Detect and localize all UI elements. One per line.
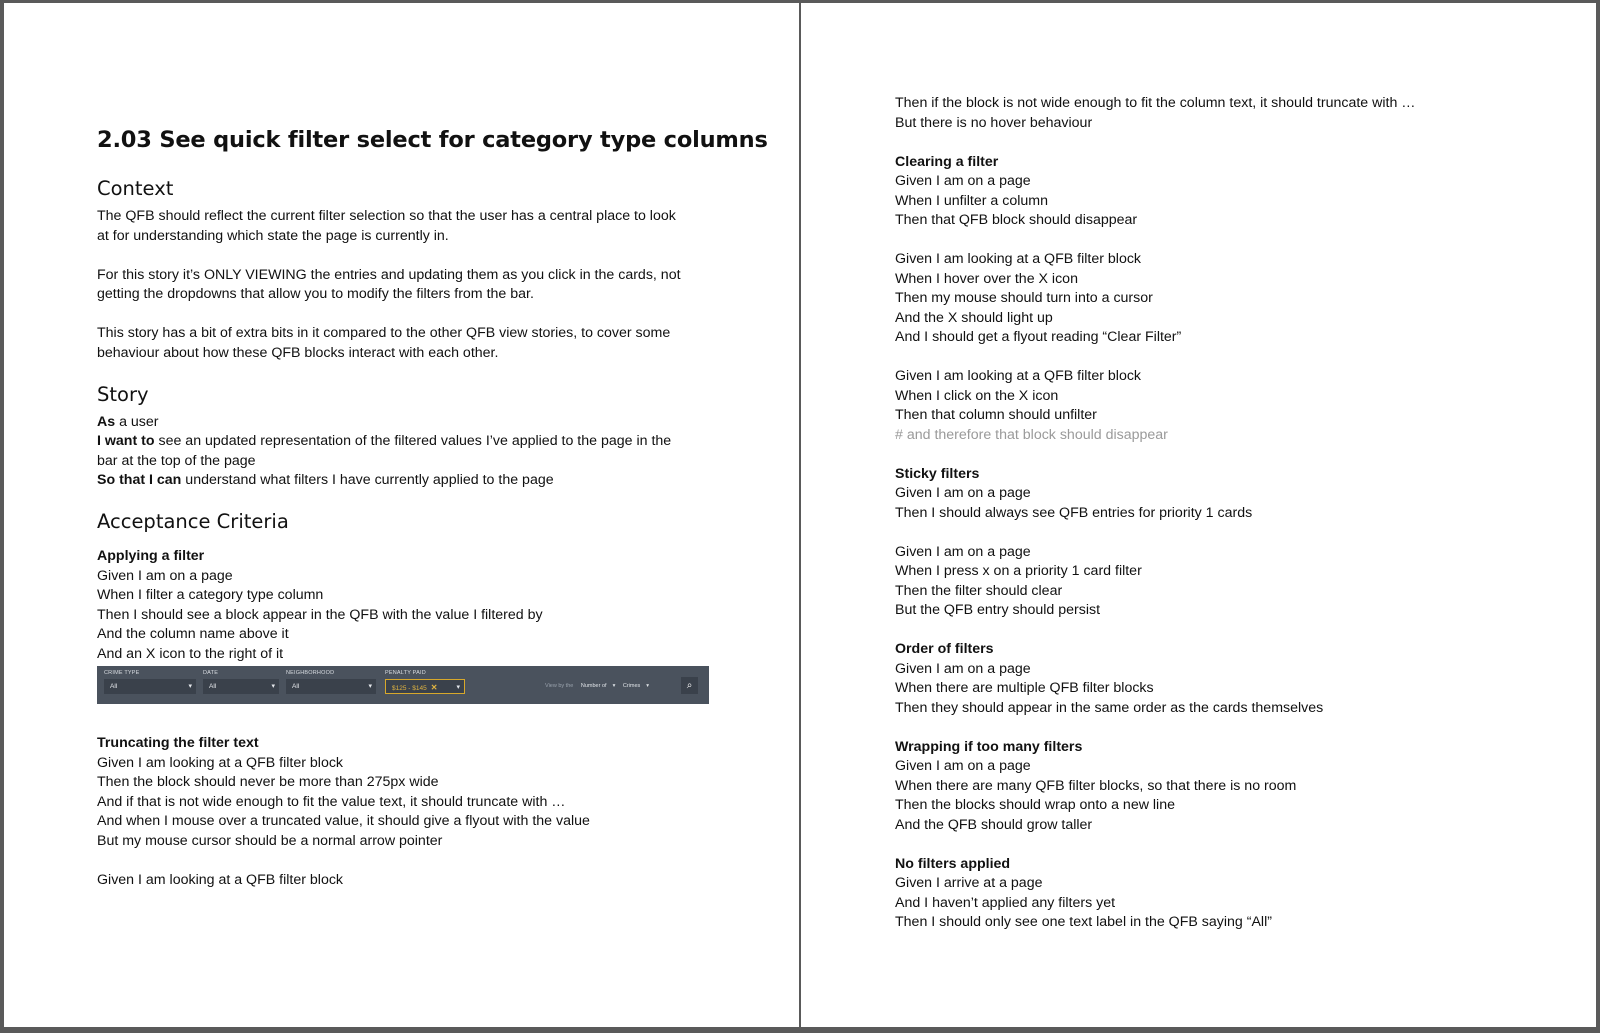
qfb-filter-select (286, 679, 376, 694)
criteria-line: Given I am looking at a QFB filter block (895, 368, 1142, 384)
criteria-line: Then I should always see QFB entries for priority 1 cards (895, 504, 1253, 521)
story-block (97, 413, 799, 491)
section-heading: Sticky filters (895, 465, 980, 482)
order-section (895, 640, 1596, 718)
no-filters-section (895, 855, 1596, 933)
qfb-filter-label: NEIGHBORHOOD (286, 670, 335, 676)
caret-down-icon: ▾ (646, 683, 650, 689)
criteria-line: Given I am on a page (895, 543, 1031, 560)
qfb-filter-value: All (292, 683, 300, 690)
criteria-line: When there are many QFB filter blocks, so that there is no room (895, 777, 1297, 794)
criteria-line: Given I am on a page (895, 173, 1031, 189)
text-line: The QFB should reflect the current filter selection so that the user has a central place to look (97, 208, 676, 224)
criteria-line: And I should get a flyout reading “Clear Filter” (895, 329, 1182, 345)
context-paragraph-1 (97, 207, 799, 246)
qfb-filter-select-active (385, 679, 465, 694)
criteria-line: Given I arrive at a page (895, 875, 1043, 891)
story-as (97, 413, 799, 433)
criteria-line: Given I am on a page (97, 567, 233, 584)
text-line: at for understanding which state the page is currently in. (97, 227, 449, 244)
criteria-line: But my mouse cursor should be a normal arrow pointer (97, 832, 443, 849)
section-heading: No filters applied (895, 855, 1011, 872)
clearing-section (895, 153, 1596, 446)
context-paragraph-2 (97, 266, 799, 305)
criteria-line: Then my mouse should turn into a cursor (895, 290, 1153, 306)
story-want-text: see an updated representation of the filtered values I’ve applied to the page in the (154, 433, 672, 449)
qfb-filter-value: All (209, 683, 217, 690)
criteria-line: Given I am on a page (895, 660, 1031, 677)
qfb-view-by (545, 683, 655, 689)
criteria-line: When I press x on a priority 1 card filter (895, 563, 1142, 579)
story-so-bold: So that I can (97, 472, 182, 488)
criteria-line: When I hover over the X icon (895, 270, 1078, 287)
criteria-line: And an X icon to the right of it (97, 645, 284, 662)
view-by-unit: Crimes (622, 683, 641, 689)
criteria-line: Then the filter should clear (895, 582, 1063, 599)
criteria-line: When I click on the X icon (895, 387, 1059, 404)
qfb-filter-value: All (110, 683, 118, 690)
comment-line: # and therefore that block should disappear (895, 426, 1168, 443)
sticky-section (895, 465, 1596, 621)
criteria-line: Then that QFB block should disappear (895, 212, 1138, 228)
text-line: getting the dropdowns that allow you to modify the filters from the bar. (97, 286, 534, 302)
criteria-line: But the QFB entry should persist (895, 602, 1101, 618)
criteria-line: And if that is not wide enough to fit the value text, it should truncate with … (97, 793, 566, 810)
text-line: This story has a bit of extra bits in it compared to the other QFB view stories, to cover some (97, 325, 671, 341)
criteria-line: When there are multiple QFB filter blocks (895, 680, 1154, 696)
criteria-line: Then the block should never be more than 275px wide (97, 774, 439, 790)
criteria-line: When I filter a category type column (97, 587, 324, 603)
text-line: behaviour about how these QFB blocks interact with each other. (97, 344, 499, 361)
qfb-filter-neighborhood (286, 670, 376, 694)
story-want-bold: I want to (97, 433, 155, 449)
criteria-line: Given I am looking at a QFB filter block (97, 754, 344, 771)
context-heading: Context (97, 177, 174, 200)
applying-filter-section (97, 547, 799, 664)
caret-down-icon: ▾ (271, 683, 275, 690)
criteria-line: And the QFB should grow taller (895, 816, 1093, 833)
section-heading: Applying a filter (97, 548, 205, 564)
story-as-bold: As (97, 413, 116, 430)
search-icon: ⌕ (681, 677, 698, 694)
section-heading: Clearing a filter (895, 153, 999, 170)
story-want-line2: bar at the top of the page (97, 452, 256, 469)
story-want (97, 432, 799, 452)
criteria-line: Given I am on a page (895, 758, 1031, 774)
section-heading: Truncating the filter text (97, 735, 259, 751)
caret-down-icon: ▾ (456, 684, 460, 691)
close-icon: ✕ (430, 683, 438, 692)
truncating-section (97, 734, 799, 890)
qfb-filter-date (203, 670, 279, 694)
qfb-filter-penalty-paid (385, 670, 465, 694)
qfb-filter-label: CRIME TYPE (104, 670, 140, 676)
text-line: For this story it’s ONLY VIEWING the entries and updating them as you click in the cards, not (97, 266, 681, 283)
context-paragraph-3 (97, 324, 799, 363)
qfb-filter-value: $125 - $145 (392, 685, 427, 692)
criteria-line: And I haven’t applied any filters yet (895, 894, 1116, 911)
caret-down-icon: ▾ (612, 683, 616, 689)
caret-down-icon: ▾ (368, 683, 372, 690)
qfb-bar-screenshot (97, 666, 709, 704)
page-title: 2.03 See quick filter select for category type columns (97, 127, 768, 153)
acceptance-criteria-heading: Acceptance Criteria (97, 510, 289, 533)
qfb-filter-select (104, 679, 196, 694)
criteria-line: When I unfilter a column (895, 192, 1048, 209)
criteria-line: Then I should only see one text label in the QFB saying “All” (895, 914, 1272, 930)
view-by-label: View by the (545, 683, 574, 689)
story-so-text: understand what filters I have currently applied to the page (181, 472, 554, 488)
view-by-value: Number of (580, 683, 607, 689)
section-heading: Wrapping if too many filters (895, 738, 1083, 755)
section-heading: Order of filters (895, 641, 994, 657)
qfb-filter-select (203, 679, 279, 694)
story-so (97, 471, 799, 491)
qfb-filter-label: PENALTY PAID (385, 670, 426, 676)
left-page (4, 3, 799, 1027)
criteria-line: And when I mouse over a truncated value, it should give a flyout with the value (97, 813, 590, 829)
qfb-filter-crime-type (104, 670, 196, 694)
criteria-line: Then they should appear in the same order as the cards themselves (895, 699, 1324, 716)
criteria-line: And the column name above it (97, 626, 289, 642)
right-page (801, 3, 1596, 1027)
criteria-line: But there is no hover behaviour (895, 114, 1093, 131)
criteria-line: Given I am on a page (895, 485, 1031, 501)
criteria-line: Given I am looking at a QFB filter block (895, 251, 1142, 267)
criteria-line: And the X should light up (895, 309, 1053, 326)
criteria-line: Then the blocks should wrap onto a new line (895, 797, 1175, 813)
caret-down-icon: ▾ (188, 683, 192, 690)
story-heading: Story (97, 382, 149, 406)
qfb-filter-label: DATE (203, 670, 219, 676)
wrapping-section (895, 738, 1596, 836)
criteria-line: Given I am looking at a QFB filter block (97, 871, 344, 888)
criteria-line: Then I should see a block appear in the QFB with the value I filtered by (97, 606, 543, 623)
criteria-line: Then if the block is not wide enough to fit the column text, it should truncate with … (895, 95, 1416, 111)
story-as-text: a user (115, 413, 159, 430)
criteria-line: Then that column should unfilter (895, 407, 1097, 423)
